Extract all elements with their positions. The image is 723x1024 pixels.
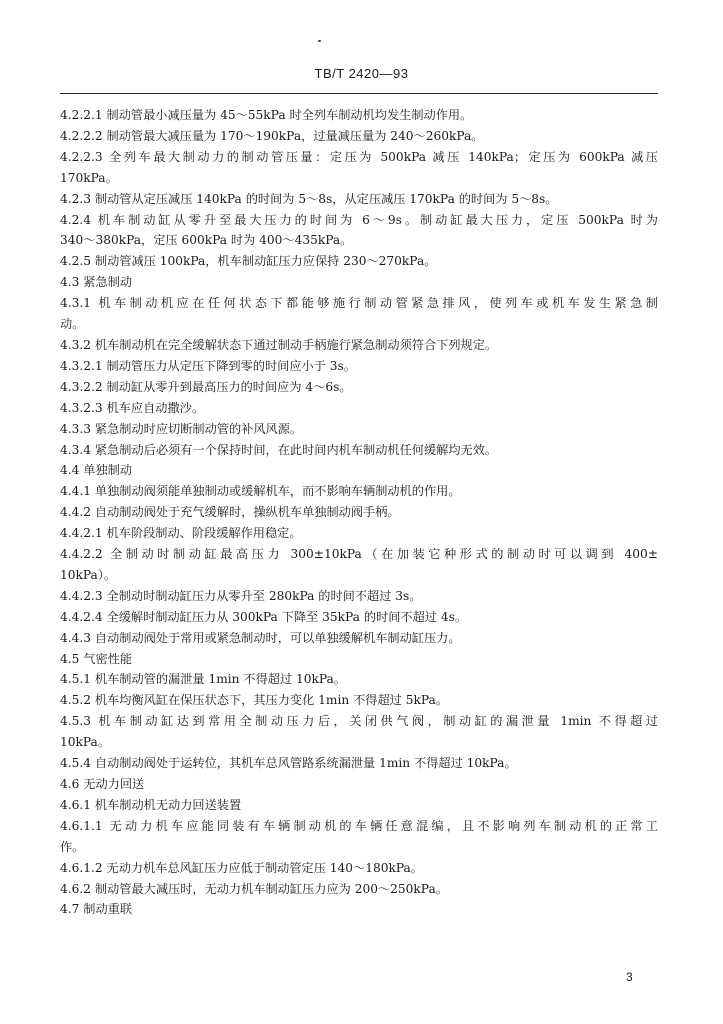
scan-speck xyxy=(318,40,321,42)
text-line: 4.3.2 机车制动机在完全缓解状态下通过制动手柄施行紧急制动须符合下列规定。 xyxy=(60,337,498,352)
text-line: 4.4.2.1 机车阶段制动、阶段缓解作用稳定。 xyxy=(60,526,302,541)
text-line: 4.3 紧急制动 xyxy=(60,275,133,290)
header-rule xyxy=(60,93,658,94)
page-number: 3 xyxy=(626,970,633,984)
text-line: 4.5 气密性能 xyxy=(60,651,133,666)
text-line: 4.5.3 机车制动缸达到常用全制动压力后，关闭供气阀，制动缸的漏泄量 1min 不得超过 xyxy=(60,714,658,729)
text-line: 作。 xyxy=(60,839,85,854)
standard-number: TB/T 2420—93 xyxy=(314,66,409,81)
text-line: 4.4.2 自动制动阀处于充气缓解时，操纵机车单独制动阀手柄。 xyxy=(60,505,400,520)
text-line: 4.4.2.4 全缓解时制动缸压力从 300kPa 下降至 35kPa 的时间不超过 4s。 xyxy=(60,609,468,624)
text-line: 4.7 制动重联 xyxy=(60,902,133,917)
document-header xyxy=(0,66,723,81)
text-line: 4.6.1.1 无动力机车应能同装有车辆制动机的车辆任意混编，且不影响列车制动机的正常工 xyxy=(60,818,658,833)
text-line: 4.5.2 机车均衡风缸在保压状态下，其压力变化 1min 不得超过 5kPa。 xyxy=(60,693,448,708)
text-line: 4.4 单独制动 xyxy=(60,463,133,478)
text-line: 4.2.3 制动管从定压减压 140kPa 的时间为 5～8s，从定压减压 170kPa 的时间为 5～8s。 xyxy=(60,191,558,206)
text-line: 4.2.4 机车制动缸从零升至最大压力的时间为 6～9s。制动缸最大压力，定压 500kPa 时为 xyxy=(60,212,658,227)
text-line: 340～380kPa，定压 600kPa 时为 400～435kPa。 xyxy=(60,233,353,248)
text-line: 4.3.4 紧急制动后必须有一个保持时间，在此时间内机车制动机任何缓解均无效。 xyxy=(60,442,498,457)
text-line: 4.3.1 机车制动机应在任何状态下都能够施行制动管紧急排风，使列车或机车发生紧急制 xyxy=(60,296,658,311)
text-line: 4.5.1 机车制动管的漏泄量 1min 不得超过 10kPa。 xyxy=(60,672,347,687)
text-line: 4.2.2.1 制动管最小减压量为 45～55kPa 时全列车制动机均发生制动作用。 xyxy=(60,108,473,122)
text-line: 4.4.2.3 全制动时制动缸压力从零升至 280kPa 的时间不超过 3s。 xyxy=(60,588,422,603)
text-line: 4.4.2.2 全制动时制动缸最高压力 300±10kPa（在加装它种形式的制动时可以调到 400± xyxy=(60,547,658,562)
text-line: 10kPa。 xyxy=(60,735,110,750)
text-line: 4.2.2.3 全列车最大制动力的制动管压量：定压为 500kPa 减压 140kPa；定压为 600kPa 减压 xyxy=(60,149,658,164)
text-line: 170kPa。 xyxy=(60,170,118,185)
text-line: 4.2.2.2 制动管最大减压量为 170～190kPa，过量减压量为 240～260kPa。 xyxy=(60,128,484,143)
text-line: 4.3.2.3 机车应自动撒沙。 xyxy=(60,400,205,415)
text-line: 4.3.2.2 制动缸从零升到最高压力的时间应为 4～6s。 xyxy=(60,379,352,394)
text-line: 4.3.3 紧急制动时应切断制动管的补风风源。 xyxy=(60,421,303,436)
text-line: 动。 xyxy=(60,317,85,332)
text-line: 4.3.2.1 制动管压力从定压下降到零的时间应小于 3s。 xyxy=(60,358,356,373)
text-line: 4.2.5 制动管减压 100kPa，机车制动缸压力应保持 230～270kPa。 xyxy=(60,254,437,269)
text-line: 4.4.1 单独制动阀须能单独制动或缓解机车，而不影响车辆制动机的作用。 xyxy=(60,484,461,499)
text-line: 10kPa）。 xyxy=(60,567,117,582)
document-body xyxy=(60,105,658,920)
text-line: 4.5.4 自动制动阀处于运转位，其机车总风管路系统漏泄量 1min 不得超过 10kPa。 xyxy=(60,756,517,771)
text-line: 4.6 无动力回送 xyxy=(60,777,145,791)
text-line: 4.4.3 自动制动阀处于常用或紧急制动时，可以单独缓解机车制动缸压力。 xyxy=(60,630,461,645)
text-line: 4.6.2 制动管最大减压时，无动力机车制动缸压力应为 200～250kPa。 xyxy=(60,881,448,896)
text-line: 4.6.1 机车制动机无动力回送装置 xyxy=(60,797,242,812)
text-line: 4.6.1.2 无动力机车总风缸压力应低于制动管定压 140～180kPa。 xyxy=(60,860,423,875)
